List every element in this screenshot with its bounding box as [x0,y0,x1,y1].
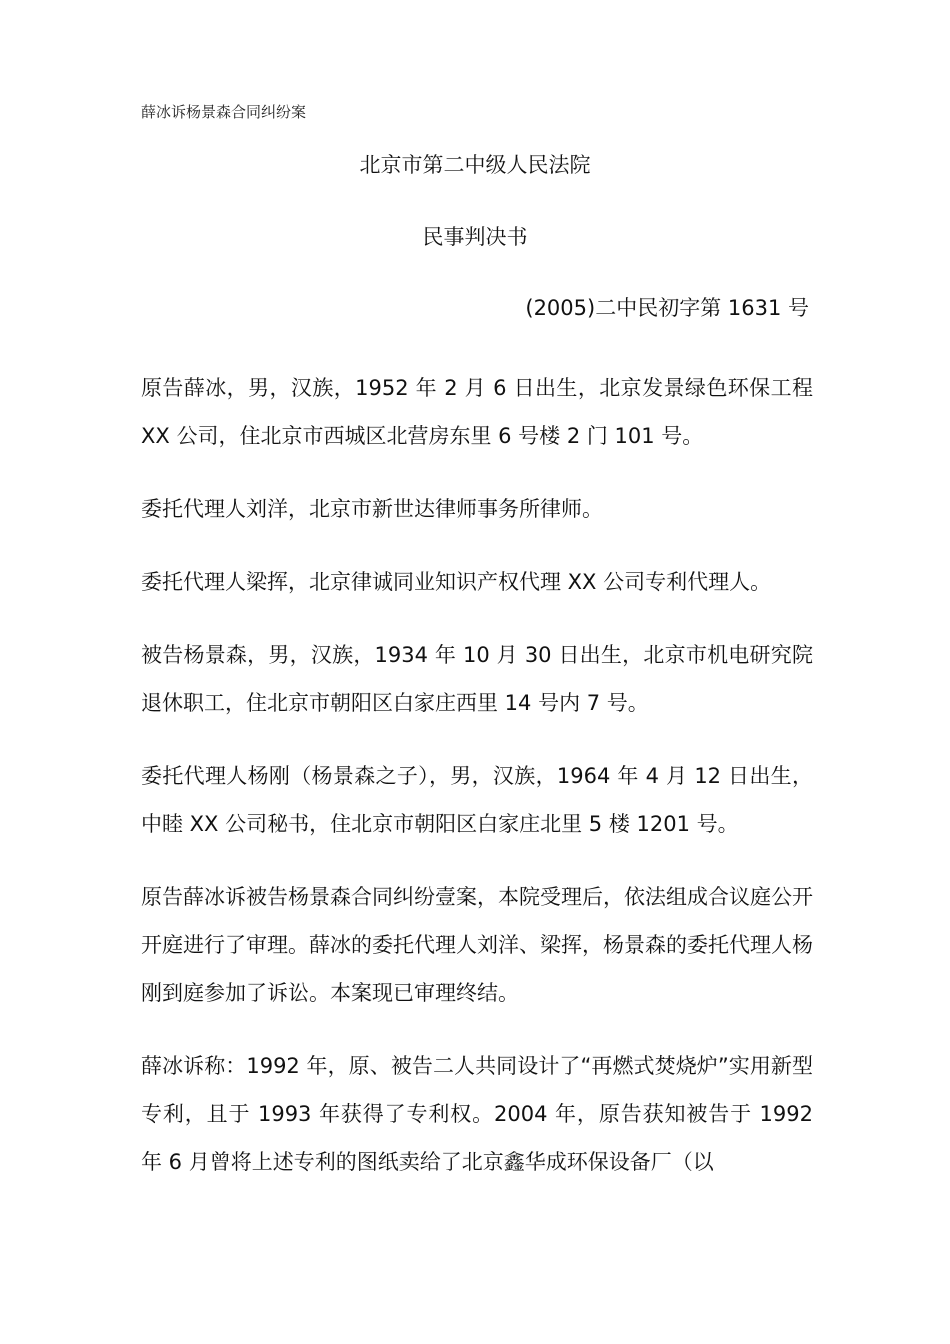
plaintiff-agent-1-paragraph: 委托代理人刘洋，北京市新世达律师事务所律师。 [141,497,603,521]
plaintiff-paragraph: 原告薛冰，男，汉族，1952 年 2 月 6 日出生，北京发景绿色环保工程 XX 公司，住北京市西城区北营房东里 6 号楼 2 门 101 号。 [141,376,813,448]
document-title: 民事判决书 [422,225,528,249]
court-name: 北京市第二中级人民法院 [359,153,591,177]
case-number: (2005)二中民初字第 1631 号 [525,296,809,320]
defendant-paragraph: 被告杨景森，男，汉族，1934 年 10 月 30 日出生，北京市机电研究院退休职工，住北京市朝阳区白家庄西里 14 号内 7 号。 [141,643,813,715]
defendant-agent-paragraph: 委托代理人杨刚（杨景森之子），男，汉族，1964 年 4 月 12 日出生，中睦 XX 公司秘书，住北京市朝阳区白家庄北里 5 楼 1201 号。 [141,764,813,836]
judgment-body [141,364,813,1211]
case-header-note: 薛冰诉杨景森合同纠纷案 [141,103,307,121]
plaintiff-agent-2-paragraph: 委托代理人梁挥，北京律诚同业知识产权代理 XX 公司专利代理人。 [141,570,772,594]
plaintiff-claim-paragraph: 薛冰诉称：1992 年，原、被告二人共同设计了“再燃式焚烧炉”实用新型专利，且于 1993 年获得了专利权。2004 年，原告获知被告于 1992 年 6 月曾将上述专利的图纸卖给了北京鑫华成环保设备厂（以 [141,1054,813,1174]
case-procedure-paragraph: 原告薛冰诉被告杨景森合同纠纷壹案，本院受理后，依法组成合议庭公开开庭进行了审理。薛冰的委托代理人刘洋、梁挥，杨景森的委托代理人杨刚到庭参加了诉讼。本案现已审理终结。 [141,885,813,1005]
